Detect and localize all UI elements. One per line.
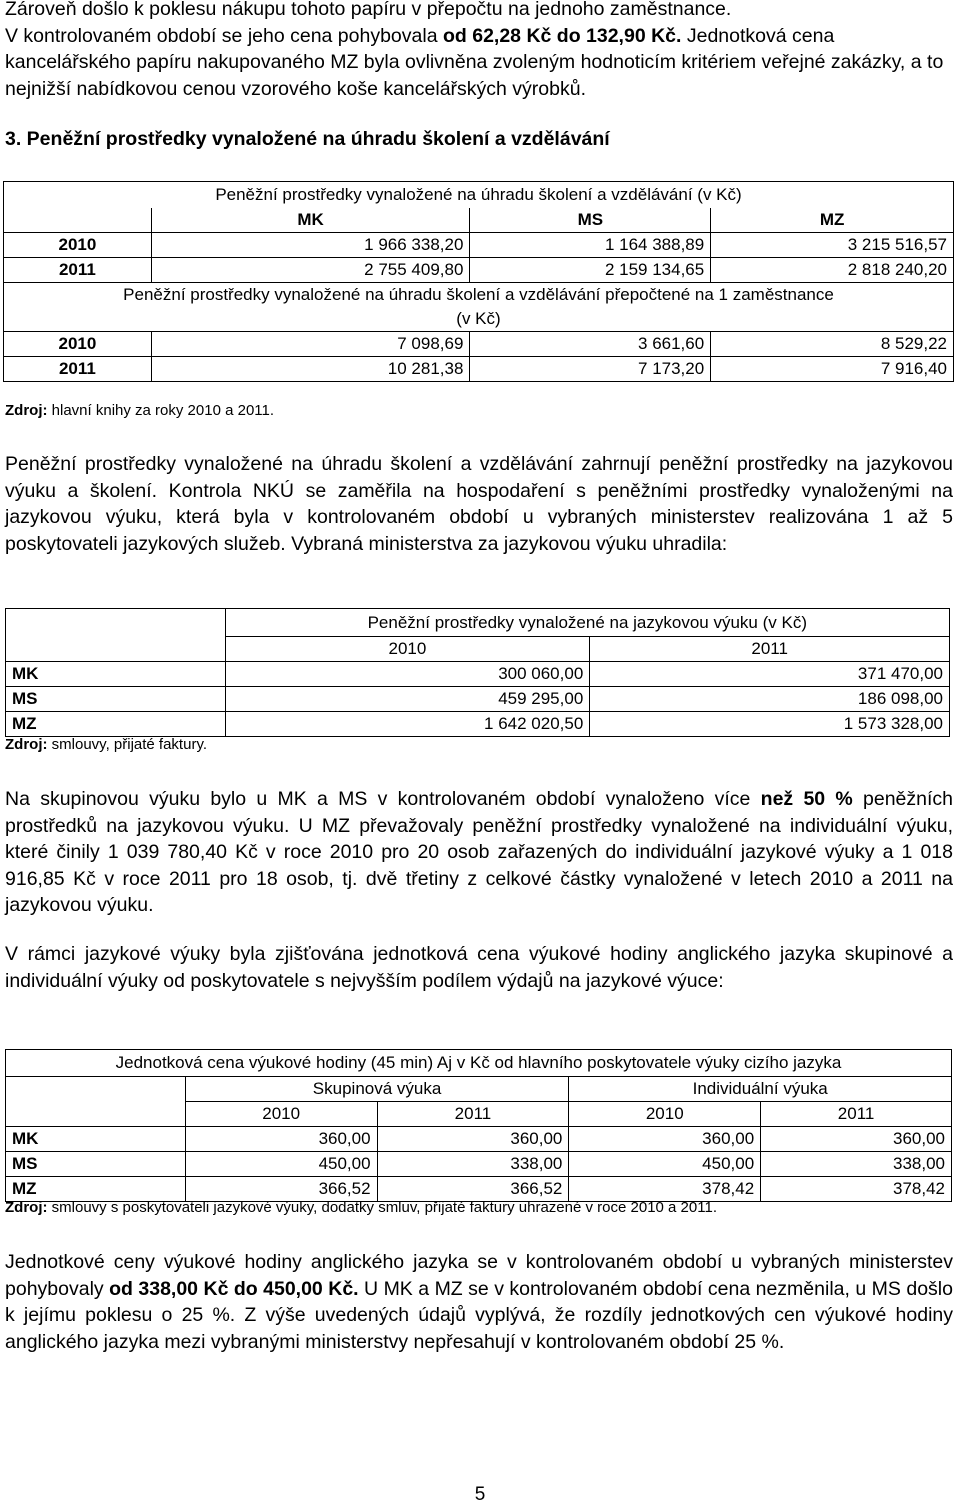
table3-source-text: smlouvy s poskytovateli jazykové výuky, dodatky smluv, přijaté faktury uhrazené v roce 2010 a 2011.: [47, 1199, 717, 1216]
table3-row-label: MZ: [6, 1177, 186, 1202]
table1-cell: 3 215 516,57: [711, 233, 954, 258]
table2-row-label: MS: [6, 687, 226, 712]
table2-source: [5, 736, 207, 753]
training-costs-table: [3, 181, 954, 382]
table1-header-ms: MS: [470, 208, 711, 233]
intro-price-range: od 62,28 Kč do 132,90 Kč.: [442, 24, 682, 47]
table3-cell: 450,00: [569, 1152, 761, 1177]
table2-source-text: smlouvy, přijaté faktury.: [47, 736, 207, 753]
table2-cell: 371 470,00: [590, 662, 950, 687]
paragraph-unit-price-text: V rámci jazykové výuky byla zjišťována jednotková cena výukové hodiny anglického jazyka skupinové a individuální výuky od poskytovatele s nejvyšším podílem výdajů na jazykové výuce:: [5, 943, 953, 992]
intro-line2-post: Jednotková cena kancelářského papíru nakupovaného MZ byla ovlivněna zvoleným hodnoticím kritériem veřejné zakázky, a to nejnižší nabídkovou cenou vzorového koše kancelářských výrobků.: [5, 24, 944, 100]
para3-highlight: než 50 %: [760, 788, 853, 810]
table3-source-label: Zdroj:: [5, 1199, 48, 1216]
paragraph-language-training-text: Peněžní prostředky vynaložené na úhradu školení a vzdělávání zahrnují peněžní prostředky na jazykovou výuku a školení. Kontrola NKÚ se zaměřila na hospodaření s peněžními prostředky vynaloženými na jazykovou výuku, která byla v kontrolovaném období u vybraných ministerstev realizována 1 až 5 poskytovateli jazykových služeb. Vybraná ministerstva za jazykovou výuku uhradila:: [5, 453, 953, 555]
table1-row-year: 2011: [4, 258, 152, 283]
table2-cell: 459 295,00: [225, 687, 590, 712]
table1-subtitle-line2: (v Kč): [456, 309, 501, 328]
table1-cell: 2 159 134,65: [470, 258, 711, 283]
table3-group-group: Skupinová výuka: [185, 1077, 569, 1102]
table2-row-label: MZ: [6, 712, 226, 737]
table1-cell: 7 916,40: [711, 357, 954, 382]
table1-source-text: hlavní knihy za roky 2010 a 2011.: [47, 402, 275, 419]
paragraph-language-training: [5, 451, 953, 557]
table2-cell: 186 098,00: [590, 687, 950, 712]
table2-year-2010: 2010: [225, 637, 590, 662]
paragraph-group-training: [5, 786, 953, 919]
paragraph-conclusion: [5, 1249, 953, 1355]
table3-cell: 378,42: [761, 1177, 952, 1202]
table1-cell: 10 281,38: [151, 357, 470, 382]
section-heading: 3. Peněžní prostředky vynaložené na úhradu školení a vzdělávání: [5, 128, 610, 150]
table3-year: 2011: [761, 1102, 952, 1127]
intro-line2-pre: V kontrolovaném období se jeho cena pohybovala: [5, 24, 443, 47]
table3-cell: 360,00: [377, 1127, 569, 1152]
table1-row-year: 2011: [4, 357, 152, 382]
table1-cell: 2 755 409,80: [151, 258, 470, 283]
table1-cell: 7 173,20: [470, 357, 711, 382]
table1-title: Peněžní prostředky vynaložené na úhradu školení a vzdělávání (v Kč): [4, 182, 954, 209]
table3-year: 2011: [377, 1102, 569, 1127]
table2-cell: 1 642 020,50: [225, 712, 590, 737]
table3-cell: 450,00: [185, 1152, 377, 1177]
table1-cell: 8 529,22: [711, 332, 954, 357]
table2-title: Peněžní prostředky vynaložené na jazykovou výuku (v Kč): [225, 609, 949, 637]
table3-group-individual: Individuální výuka: [569, 1077, 952, 1102]
table1-subtitle: [4, 283, 954, 332]
table3-cell: 366,52: [377, 1177, 569, 1202]
table3-cell: 338,00: [761, 1152, 952, 1177]
table1-cell: 1 164 388,89: [470, 233, 711, 258]
table2-cell: 300 060,00: [225, 662, 590, 687]
table1-row-year: 2010: [4, 233, 152, 258]
para5-pre: Jednotkové ceny výukové hodiny anglického jazyka se v kontrolovaném období u vybraných ministerstev pohybovaly: [5, 1251, 953, 1300]
page-number: 5: [474, 1484, 486, 1505]
table3-title: Jednotková cena výukové hodiny (45 min) Aj v Kč od hlavního poskytovatele výuky cizího jazyka: [6, 1050, 952, 1077]
table3-row-label: MS: [6, 1152, 186, 1177]
table1-header-mz: MZ: [711, 208, 954, 233]
table3-cell: 338,00: [377, 1152, 569, 1177]
table3-year: 2010: [185, 1102, 377, 1127]
table3-source: [5, 1199, 717, 1216]
para3-pre: Na skupinovou výuku bylo u MK a MS v kontrolovaném období vynaloženo více: [5, 788, 761, 810]
table3-cell: 360,00: [761, 1127, 952, 1152]
para5-highlight: od 338,00 Kč do 450,00 Kč.: [109, 1277, 359, 1300]
table1-cell: 2 818 240,20: [711, 258, 954, 283]
para5-post: U MK a MZ se v kontrolovaném období cena nezměnila, u MS došlo k jejímu poklesu o 25 %. Z výše uvedených údajů vyplývá, že rozdíly jednotkových cen výukové hodiny anglického jazyka mezi vybranými ministerstvy nepřesahují v kontrolovaném období 25 %.: [5, 1277, 953, 1353]
table3-cell: 360,00: [569, 1127, 761, 1152]
table1-row-year: 2010: [4, 332, 152, 357]
table2-year-2011: 2011: [590, 637, 950, 662]
table1-subtitle-line1: Peněžní prostředky vynaložené na úhradu školení a vzdělávání přepočtené na 1 zaměstnance: [123, 285, 834, 304]
intro-line1: Zároveň došlo k poklesu nákupu tohoto papíru v přepočtu na jednoho zaměstnance.: [5, 0, 732, 20]
table2-cell: 1 573 328,00: [590, 712, 950, 737]
table3-year: 2010: [569, 1102, 761, 1127]
unit-price-table: [5, 1049, 952, 1202]
para3-post: peněžních prostředků na jazykovou výuku. U MZ převažovaly peněžní prostředky vynaložené na individuální výuku, které činily 1 039 780,40 Kč v roce 2010 pro 20 osob zařazených do individuální jazykové výuky a 1 018 916,85 Kč v roce 2011 pro 18 osob, tj. dvě třetiny z celkové částky vynaložené v letech 2010 a 2011 na jazykovou výuku.: [5, 788, 954, 916]
table3-row-label: MK: [6, 1127, 186, 1152]
language-costs-table: [5, 608, 950, 737]
table2-source-label: Zdroj:: [5, 736, 48, 753]
table1-cell: 3 661,60: [470, 332, 711, 357]
table1-cell: 7 098,69: [151, 332, 470, 357]
table1-source: [5, 402, 274, 419]
table2-row-label: MK: [6, 662, 226, 687]
table3-cell: 360,00: [185, 1127, 377, 1152]
table1-cell: 1 966 338,20: [151, 233, 470, 258]
paragraph-unit-price: [5, 941, 953, 994]
table3-cell: 378,42: [569, 1177, 761, 1202]
intro-paragraph: [5, 0, 953, 102]
table1-header-mk: MK: [151, 208, 470, 233]
table3-cell: 366,52: [185, 1177, 377, 1202]
table1-source-label: Zdroj:: [5, 402, 48, 419]
